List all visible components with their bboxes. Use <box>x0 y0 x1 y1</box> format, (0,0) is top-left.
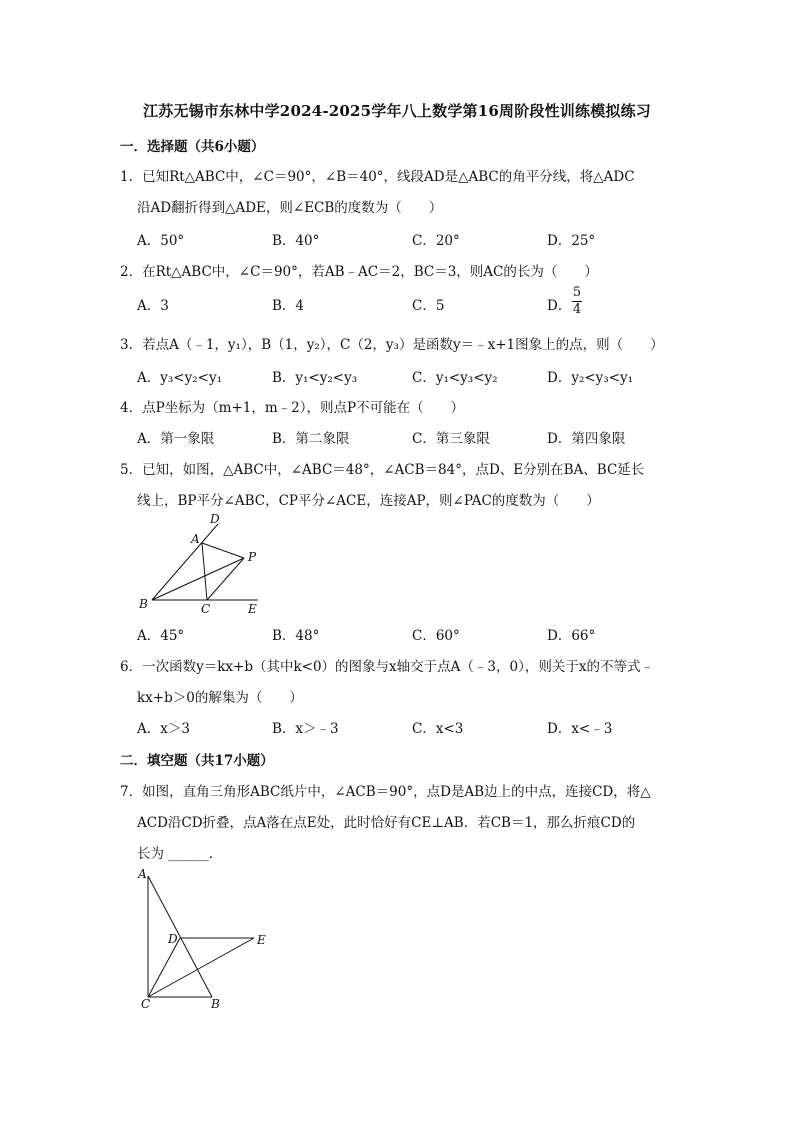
q2-option-d-fraction <box>570 286 584 317</box>
label-a: A <box>191 532 200 546</box>
page-title: 江苏无锡市东林中学2024-2025学年八上数学第16周阶段性训练模拟练习 <box>143 102 651 120</box>
q7-figure <box>130 862 280 1017</box>
question-7-line-1: 7．如图，直角三角形ABC纸片中，∠ACB＝90°，点D是AB边上的中点，连接CD，将△ <box>120 784 651 800</box>
q5-figure <box>130 508 270 620</box>
question-6-line-2: kx+b＞0的解集为（ ） <box>137 690 303 706</box>
q4-option-d: D．第四象限 <box>547 431 626 447</box>
fraction-numerator: 5 <box>572 285 582 300</box>
label-d: D <box>168 932 178 946</box>
q2-option-a: A．3 <box>137 298 169 314</box>
q6-option-c: C．x<3 <box>412 721 464 737</box>
segment-bd <box>152 524 218 600</box>
q3-option-b: B．y₁<y₂<y₃ <box>272 370 358 386</box>
question-5-line-2: 线上，BP平分∠ABC，CP平分∠ACE，连接AP，则∠PAC的度数为（ ） <box>137 493 600 509</box>
question-7-line-3: 长为 ______． <box>137 846 223 862</box>
q6-option-d: D．x<﹣3 <box>547 721 613 737</box>
q3-option-a: A．y₃<y₂<y₁ <box>137 370 222 386</box>
question-7-line-2: ACD沿CD折叠，点A落在点E处，此时恰好有CE⊥AB．若CB＝1，那么折痕CD的 <box>137 815 636 831</box>
question-4-line-1: 4．点P坐标为（m+1，m﹣2），则点P不可能在（ ） <box>120 400 465 416</box>
label-c: C <box>141 997 151 1011</box>
label-b: B <box>139 597 148 611</box>
q4-option-c: C．第三象限 <box>412 431 490 447</box>
question-5-line-1: 5．已知，如图，△ABC中，∠ABC＝48°，∠ACB＝84°，点D、E分别在BA、BC延长 <box>120 462 645 478</box>
q6-option-b: B．x＞﹣3 <box>272 721 339 737</box>
segment-ac <box>202 543 207 600</box>
q1-option-a: A．50° <box>137 233 185 249</box>
q3-option-d: D．y₂<y₃<y₁ <box>547 370 634 386</box>
q5-option-b: B．48° <box>272 628 320 644</box>
question-1-line-2: 沿AD翻折得到△ADE，则∠ECB的度数为（ ） <box>137 200 443 216</box>
q1-option-c: C．20° <box>412 233 460 249</box>
q5-option-c: C．60° <box>412 628 460 644</box>
q6-option-a: A．x＞3 <box>137 721 190 737</box>
label-p: P <box>248 550 257 564</box>
segment-ap <box>202 543 244 558</box>
segment-bp <box>152 558 244 600</box>
question-6-line-1: 6．一次函数y＝kx+b（其中k<0）的图象与x轴交于点A（﹣3，0），则关于x的不等式﹣ <box>120 659 654 675</box>
section-heading-fill-in: 二．填空题（共17小题） <box>120 753 274 769</box>
q3-option-c: C．y₁<y₃<y₂ <box>412 370 498 386</box>
label-e: E <box>257 933 266 947</box>
label-c: C <box>201 602 211 616</box>
q4-option-a: A．第一象限 <box>137 431 215 447</box>
fraction-denominator: 4 <box>572 302 582 317</box>
section-heading-choice: 一．选择题（共6小题） <box>120 139 265 155</box>
q2-option-b: B．4 <box>272 298 305 314</box>
q1-option-b: B．40° <box>272 233 320 249</box>
question-2-line-1: 2．在Rt△ABC中，∠C＝90°，若AB﹣AC＝2，BC＝3，则AC的长为（ ） <box>120 264 598 280</box>
q2-option-c: C．5 <box>412 298 445 314</box>
q2-option-d: D． <box>547 298 572 314</box>
segment-cp <box>207 558 244 600</box>
question-3-line-1: 3．若点A（﹣1，y₁），B（1，y₂），C（2，y₃）是函数y＝﹣x+1图象上的点，则（ ） <box>120 337 664 353</box>
q5-option-a: A．45° <box>137 628 185 644</box>
q1-option-d: D．25° <box>547 233 596 249</box>
q5-option-d: D．66° <box>547 628 596 644</box>
label-e: E <box>248 602 257 616</box>
label-a: A <box>138 867 147 881</box>
question-1-line-1: 1．已知Rt△ABC中，∠C＝90°，∠B＝40°，线段AD是△ABC的角平分线，将△ADC <box>120 169 635 185</box>
label-d: D <box>210 512 220 526</box>
q4-option-b: B．第二象限 <box>272 431 350 447</box>
label-b: B <box>211 997 220 1011</box>
